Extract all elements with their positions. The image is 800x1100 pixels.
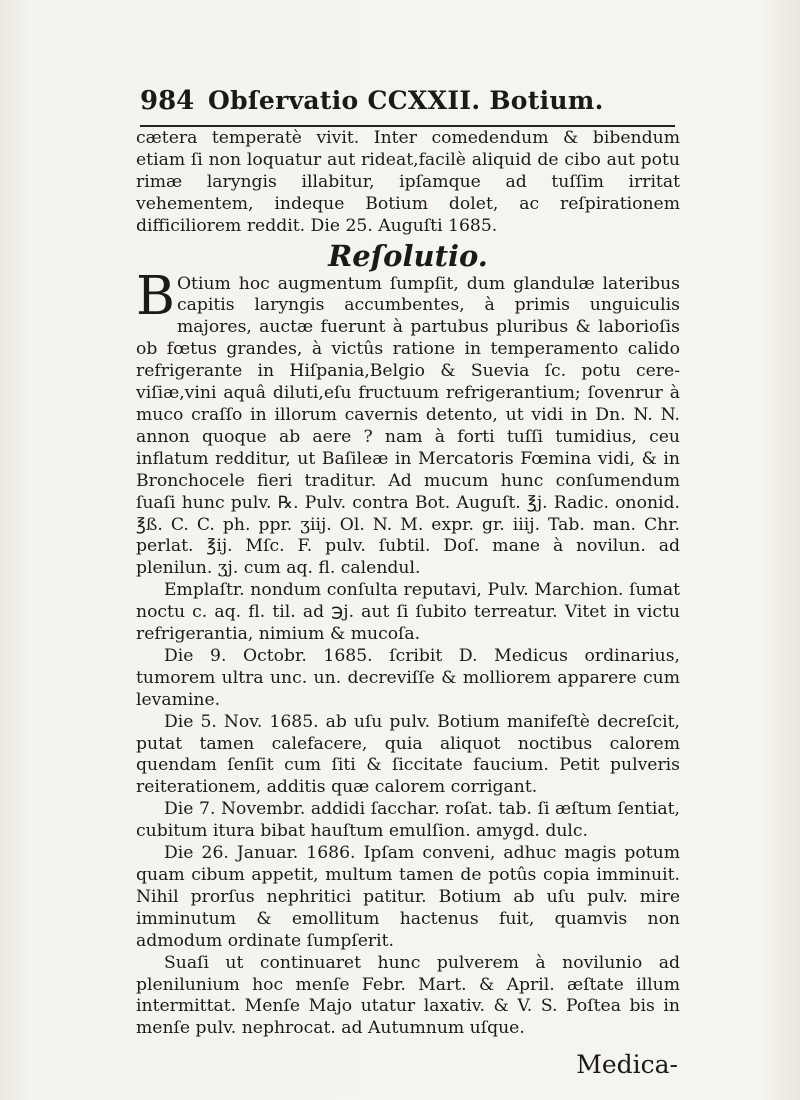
paragraph-nov-7: Die 7. Novembr. addidi ſacchar. roſat. tab. ſi æſtum ſentiat, cubitum itura bibat hauſtum emulſion. amygd. dulc. <box>136 799 680 842</box>
paragraph-resolutio-text: Otium hoc augmentum ſumpſit, dum glandulæ lateribus capitis laryngis accumbentes, à primis unguiculis majores, auctæ fuerunt à partubus pluribus & laborioſis ob fœtus grandes, à victûs ratione in temperamento calido refrigerante in Hiſpania,Belgio & Suevia ſc. potu cereviſiæ,vini aquâ diluti,eſu fructuum refrigerantium; ſovenrur à muco craſſo in illorum cavernis detento, ut vidi in Dn. N. N. annon quoque ab aere ? nam à forti tuſſi tumidius, ceu inflatum redditur, ut Baſileæ in Mercatoris Fœmina vidi, & in Bronchocele fieri traditur. Ad mucum hunc conſumendum ſuaſi hunc pulv. ℞. Pulv. contra Bot. Auguſt. ℥j. Radic. ononid. ℥ß. C. C. ph. ppr. ʒiij. Ol. N. M. expr. gr. iiij. Tab. man. Chr. perlat. ℥ij. Mſc. F. pulv. ſubtil. Doſ. mane à novilun. ad plenilun. ʒj. cum aq. fl. calendul. <box>136 273 680 579</box>
header-rule <box>140 125 675 127</box>
page-number: 984 <box>140 86 195 116</box>
drop-cap: B <box>136 265 175 327</box>
paragraph-emplastr: Emplaſtr. nondum conſulta reputavi, Pulv. Marchion. ſumat noctu c. aq. fl. til. ad ℈j. aut ſi ſubito terreatur. Vitet in victu refrigerantia, nimium & mucoſa. <box>136 580 680 645</box>
paragraph-resolutio <box>136 265 680 581</box>
paragraph-jan-26: Die 26. Januar. 1686. Ipſam conveni, adhuc magis potum quam cibum appetit, multum tamen de potûs copia imminuit. Nihil prorſus nephritici patitur. Botium ab uſu pulv. mire imminutum & emollitum hactenus fuit, quamvis non admodum ordinate ſumpſerit. <box>136 843 680 951</box>
paragraph-suasi: Suaſi ut continuaret hunc pulverem à novilunio ad plenilunium hoc menſe Febr. Mart. & April. æſtate illum intermittat. Menſe Majo utatur laxativ. & V. S. Poſtea bis in menſe pulv. nephrocat. ad Autumnum uſque. <box>136 952 680 1039</box>
running-title: Obſervatio CCXXII. Botium. <box>208 86 604 115</box>
paragraph-continuation: cætera temperatè vivit. Inter comedendum & bibendum etiam ſi non loquatur aut rideat,facilè aliquid de cibo aut potu rimæ laryngis illabitur, ipſamque ad tuſſim irritat vehementem, indeque Botium dolet, ac reſpirationem difficiliorem reddit. Die 25. Auguſti 1685. <box>136 128 680 236</box>
catchword: Medica- <box>576 1050 678 1079</box>
paragraph-oct-9: Die 9. Octobr. 1685. ſcribit D. Medicus ordinarius, tumorem ultra unc. un. decreviſſe & molliorem apparere cum levamine. <box>136 645 680 710</box>
paragraph-nov-5: Die 5. Nov. 1685. ab uſu pulv. Botium manifeſtè decreſcit, putat tamen calefacere, quia aliquot noctibus calorem quendam ſenſit cum ſiti & ſiccitate faucium. Petit pulveris reiterationem, additis quæ calorem corrigant. <box>136 711 680 798</box>
section-heading: Reſolutio. <box>328 238 488 273</box>
page-header <box>140 86 700 126</box>
body-text <box>136 128 680 1040</box>
